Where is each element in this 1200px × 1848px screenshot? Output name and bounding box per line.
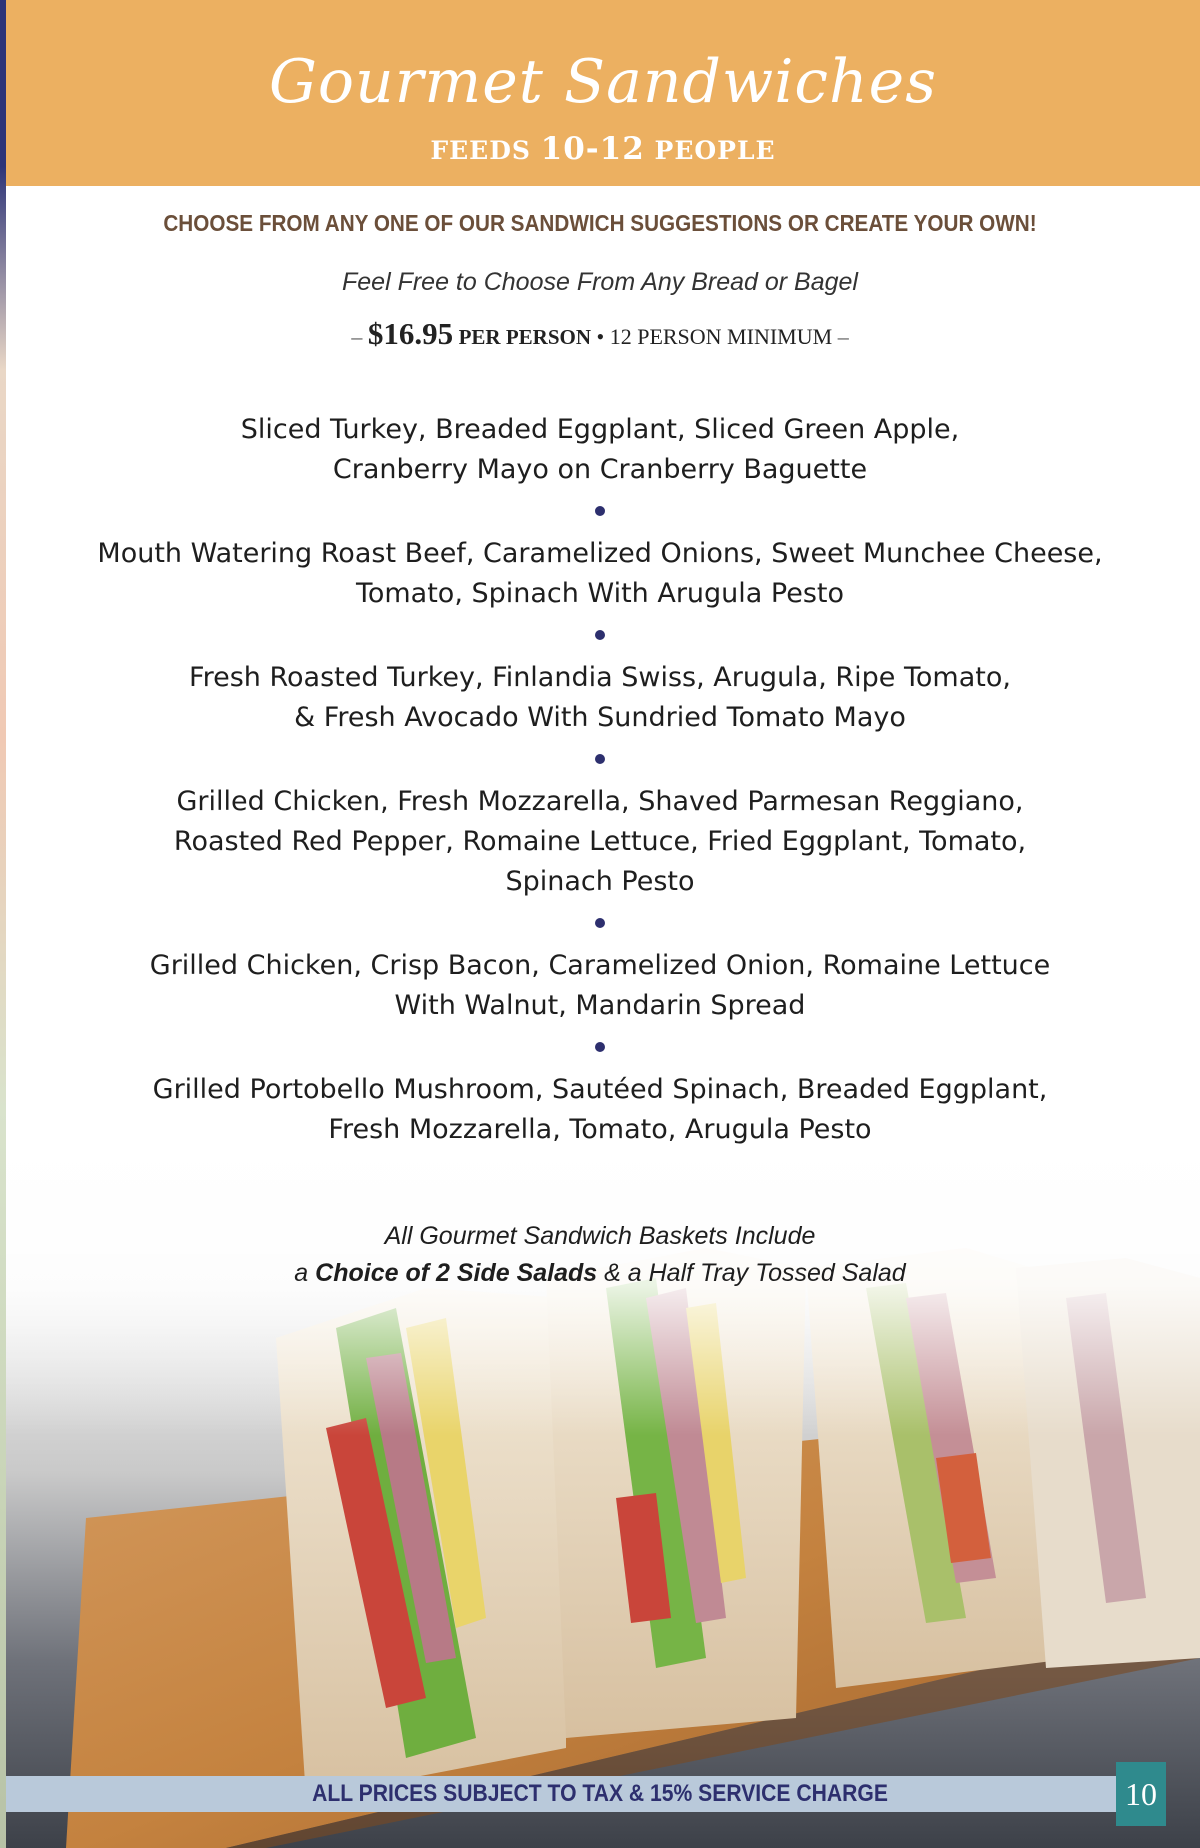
bullet-divider [595, 1042, 605, 1052]
sandwich-line: Fresh Roasted Turkey, Finlandia Swiss, Arugula, Ripe Tomato, [189, 662, 1011, 693]
sandwich-line: Spinach Pesto [505, 866, 695, 897]
includes-prefix: a [294, 1259, 309, 1287]
sandwich-line: Cranberry Mayo on Cranberry Baguette [332, 454, 868, 485]
bullet-divider [595, 506, 605, 516]
sandwich-item [0, 1070, 1200, 1150]
price-per: PER PERSON [458, 325, 591, 349]
sandwich-line: With Walnut, Mandarin Spread [394, 990, 806, 1021]
sandwich-item [0, 534, 1200, 614]
header-banner [6, 0, 1200, 186]
includes-note [0, 1218, 1200, 1292]
sandwich-item [0, 658, 1200, 738]
sandwich-item [0, 946, 1200, 1026]
bread-note: Feel Free to Choose From Any Bread or Bagel [342, 268, 858, 296]
bullet-divider [595, 918, 605, 928]
sandwich-line: Grilled Chicken, Fresh Mozzarella, Shaved Parmesan Reggiano, [176, 786, 1024, 817]
footer-notice-wrap [0, 1776, 1200, 1812]
includes-highlight: Choice of 2 Side Salads [315, 1259, 598, 1287]
price-minimum: 12 PERSON MINIMUM [609, 324, 833, 349]
sandwich-line: Grilled Chicken, Crisp Bacon, Caramelized Onion, Romaine Lettuce [149, 950, 1051, 981]
sandwich-photo [6, 1098, 1200, 1848]
feeds-subtitle [6, 131, 1200, 167]
price-value: $16.95 [367, 316, 454, 351]
page-title: Gourmet Sandwiches [269, 47, 937, 117]
price-line [0, 316, 1200, 352]
includes-line1: All Gourmet Sandwich Baskets Include [384, 1222, 816, 1250]
sandwich-line: Mouth Watering Roast Beef, Caramelized Onions, Sweet Munchee Cheese, [97, 538, 1103, 569]
footer-notice: ALL PRICES SUBJECT TO TAX & 15% SERVICE CHARGE [312, 1780, 888, 1807]
sandwich-item [0, 410, 1200, 490]
choose-heading: CHOOSE FROM ANY ONE OF OUR SANDWICH SUGGESTIONS OR CREATE YOUR OWN! [163, 210, 1037, 236]
sandwich-line: Roasted Red Pepper, Romaine Lettuce, Fried Eggplant, Tomato, [173, 826, 1027, 857]
feeds-suffix: PEOPLE [654, 136, 776, 165]
sandwich-line: Sliced Turkey, Breaded Eggplant, Sliced Green Apple, [240, 414, 960, 445]
sandwich-line: & Fresh Avocado With Sundried Tomato Mayo [294, 702, 906, 733]
price-dash-right: – [837, 324, 849, 349]
sandwich-line: Fresh Mozzarella, Tomato, Arugula Pesto [328, 1114, 872, 1145]
feeds-count: 10-12 [540, 131, 645, 167]
page-number: 10 [1116, 1762, 1166, 1826]
bullet-divider [595, 630, 605, 640]
bullet-divider [595, 754, 605, 764]
feeds-prefix: FEEDS [430, 136, 531, 165]
sandwich-list [0, 410, 1200, 1150]
includes-line2 [0, 1255, 1200, 1292]
sandwich-line: Grilled Portobello Mushroom, Sautéed Spinach, Breaded Eggplant, [152, 1074, 1048, 1105]
price-separator: • [596, 324, 605, 349]
sandwich-line: Tomato, Spinach With Arugula Pesto [355, 578, 845, 609]
includes-suffix: & a Half Tray Tossed Salad [604, 1259, 906, 1287]
price-dash-left: – [351, 324, 363, 349]
sandwich-item [0, 782, 1200, 902]
